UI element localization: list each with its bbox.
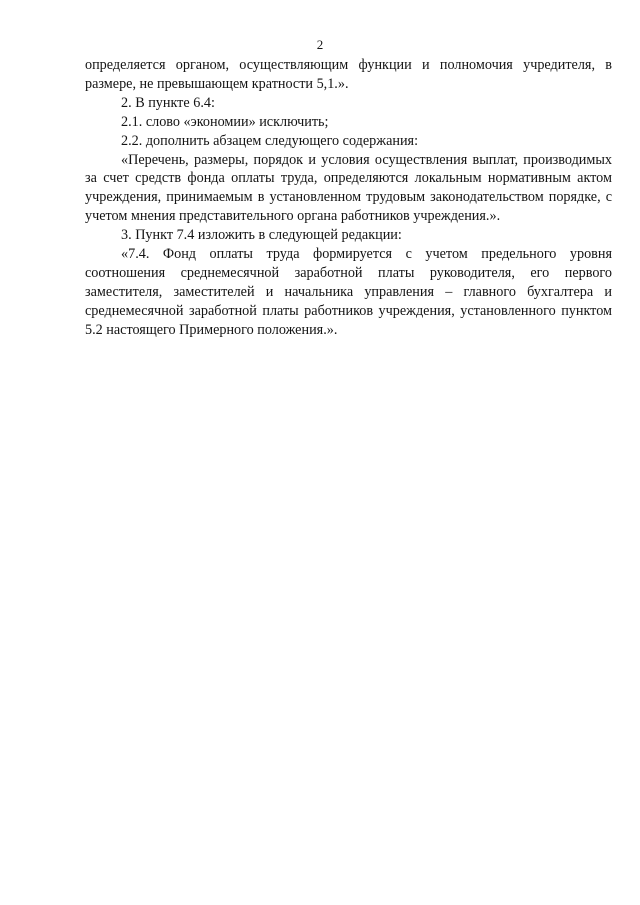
paragraph-item-2-2: 2.2. дополнить абзацем следующего содержания: (121, 132, 419, 149)
page-number: 2 (316, 37, 324, 52)
paragraph-quoted-7-4: «7.4. Фонд оплаты труда формируется с учетом предельного уровня соотношения среднемесячной заработной платы руководителя, его первого заместителя, заместителей и начальника управления – главного бухгалтера и среднемесячной заработной платы работников учреждения, установленного пунктом 5.2 настоящего Примерного положения.». (85, 246, 612, 338)
document-body (85, 56, 612, 340)
paragraph-quoted-list: «Перечень, размеры, порядок и условия осуществления выплат, производимых за счет средств фонда оплаты труда, определяются локальным нормативным актом учреждения, принимаемым в установленном трудовым законодательством порядке, с учетом мнения представительного органа работников учреждения.». (85, 151, 612, 225)
paragraph-item-2-1: 2.1. слово «экономии» исключить; (121, 113, 329, 130)
paragraph-item-2: 2. В пункте 6.4: (121, 94, 215, 111)
paragraph-item-3: 3. Пункт 7.4 изложить в следующей редакции: (121, 227, 402, 244)
paragraph-continuation: определяется органом, осуществляющим функции и полномочия учредителя, в размере, не превышающем кратности 5,1.». (85, 57, 612, 92)
